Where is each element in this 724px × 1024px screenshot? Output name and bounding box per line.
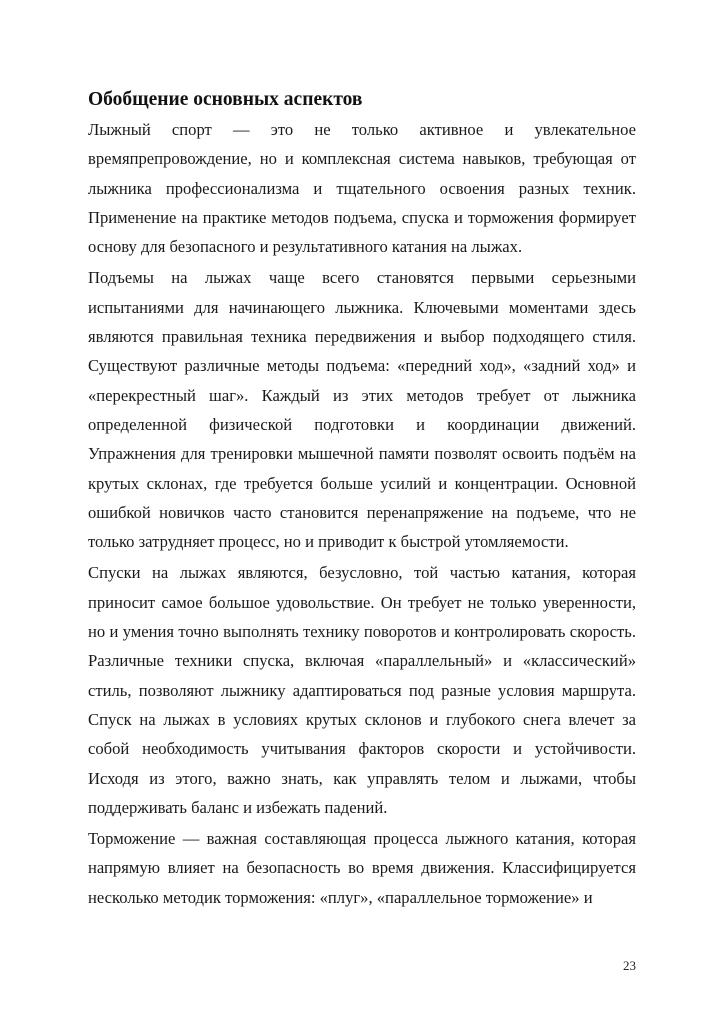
page-content <box>88 86 636 914</box>
paragraph-braking: Торможение — важная составляющая процесса лыжного катания, которая напрямую влияет на безопасность во время движения. Классифицируется несколько методик торможения: «плуг», «параллельное торможение» и <box>88 829 636 907</box>
paragraph-intro: Лыжный спорт — это не только активное и увлекательное времяпрепровождение, но и комплексная система навыков, требующая от лыжника профессионализма и тщательного освоения разных техник. Применение на практике методов подъема, спуска и торможения формирует основу для безопасного и результативного катания на лыжах. <box>88 120 636 257</box>
section-heading: Обобщение основных аспектов <box>88 89 363 110</box>
paragraph-ascents: Подъемы на лыжах чаще всего становятся первыми серьезными испытаниями для начинающего лыжника. Ключевыми моментами здесь являются правильная техника передвижения и выбор подходящего стиля. Существуют различные методы подъема: «передний ход», «задний ход» и «перекрестный шаг». Каждый из этих методов требует от лыжника определенной физической подготовки и координации движений. Упражнения для тренировки мышечной памяти позволят освоить подъём на крутых склонах, где требуется больше усилий и концентрации. Основной ошибкой новичков часто становится перенапряжение на подъеме, что не только затрудняет процесс, но и приводит к быстрой утомляемости. <box>88 268 636 552</box>
paragraph-descents: Спуски на лыжах являются, безусловно, той частью катания, которая приносит самое большое удовольствие. Он требует не только уверенности, но и умения точно выполнять технику поворотов и контролировать скорость. Различные техники спуска, включая «параллельный» и «классический» стиль, позволяют лыжнику адаптироваться под разные условия маршрута. Спуск на лыжах в условиях крутых склонов и глубокого снега влечет за собой необходимость учитывания факторов скорости и устойчивости. Исходя из этого, важно знать, как управлять телом и лыжами, чтобы поддерживать баланс и избежать падений. <box>88 563 636 817</box>
page-number: 23 <box>623 958 636 973</box>
